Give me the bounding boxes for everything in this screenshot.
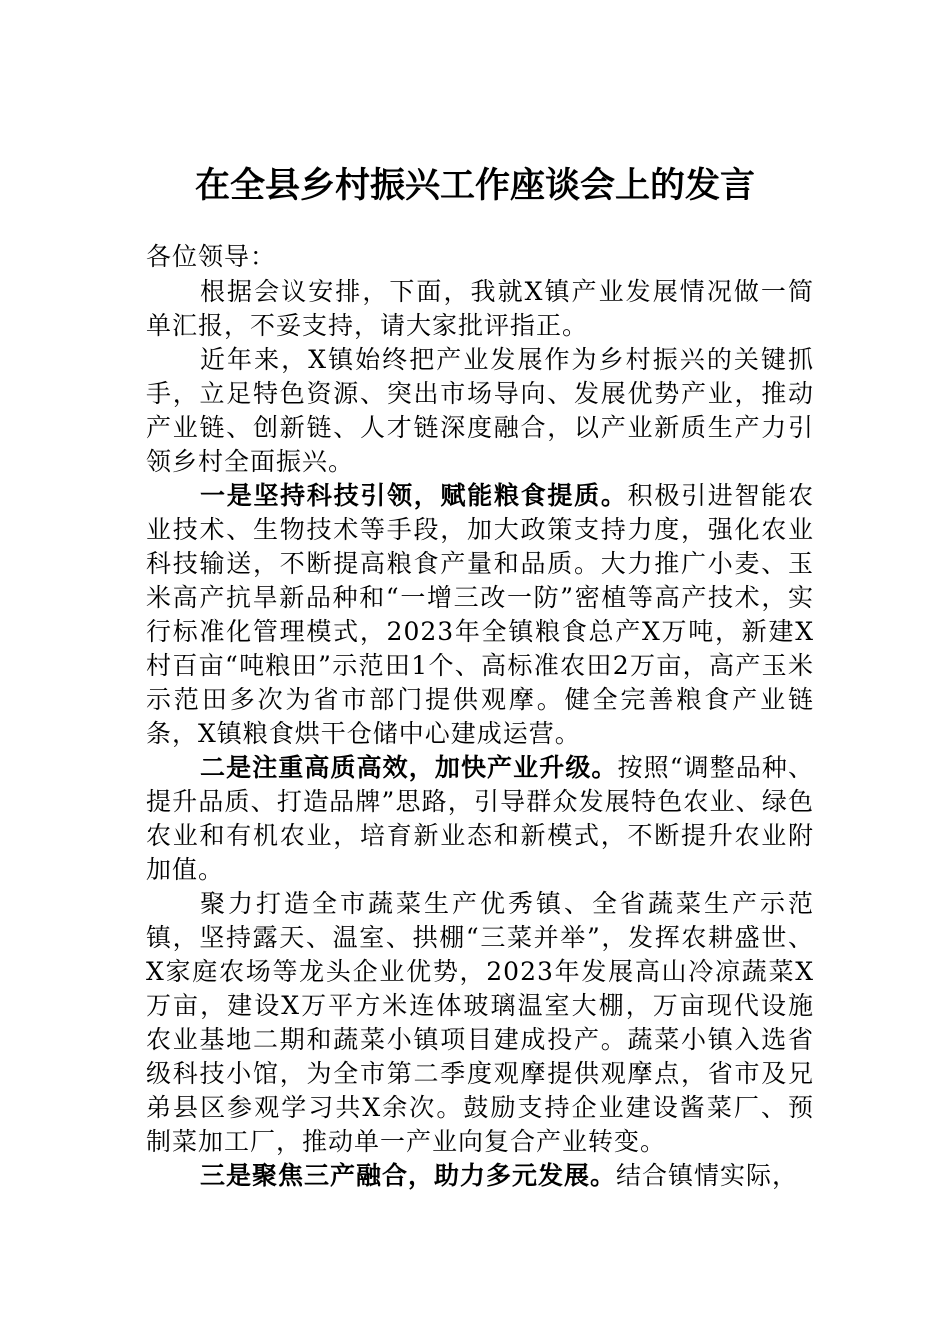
paragraph-6-text: 结合镇情实际， <box>616 1161 799 1190</box>
paragraph-3-text: 积极引进智能农业技术、生物技术等手段，加大政策支持力度，强化农业科技输送，不断提高粮食产量和品质。大力推广小麦、玉米高产抗旱新品种和“一增三改一防”密植等高产技术，实行标准化管理模式，2023年全镇粮食总产X万吨，新建X村百亩“吨粮田”示范田1个、高标准农田2万亩，高产玉米示范田多次为省市部门提供观摩。健全完善粮食产业链条，X镇粮食烘干仓储中心建成运营。 <box>146 481 814 748</box>
paragraph-1-text: 根据会议安排，下面，我就X镇产业发展情况做一简单汇报，不妥支持，请大家批评指正。 <box>146 277 814 340</box>
document-title: 在全县乡村振兴工作座谈会上的发言 <box>194 165 755 206</box>
paragraph-3-lead: 一是坚持科技引领，赋能粮食提质。 <box>200 481 628 510</box>
paragraph-4-text: 按照“调整品种、提升品质、打造品牌”思路，引导群众发展特色农业、绿色农业和有机农业，培育新业态和新模式，不断提升农业附加值。 <box>146 753 814 884</box>
paragraph-5 <box>146 887 814 1159</box>
paragraph-2-text: 近年来，X镇始终把产业发展作为乡村振兴的关键抓手，立足特色资源、突出市场导向、发展优势产业，推动产业链、创新链、人才链深度融合，以产业新质生产力引领乡村全面振兴。 <box>146 345 814 476</box>
paragraph-6 <box>146 1159 814 1193</box>
salutation: 各位领导： <box>146 242 277 271</box>
document-body <box>146 240 814 1193</box>
paragraph-1 <box>146 275 814 343</box>
paragraph-3 <box>146 479 814 751</box>
paragraph-4 <box>146 751 814 887</box>
paragraph-5-text: 聚力打造全市蔬菜生产优秀镇、全省蔬菜生产示范镇，坚持露天、温室、拱棚“三菜并举”，发挥农耕盛世、X家庭农场等龙头企业优势，2023年发展高山冷凉蔬菜X万亩，建设X万平方米连体玻璃温室大棚，万亩现代设施农业基地二期和蔬菜小镇项目建成投产。蔬菜小镇入选省级科技小馆，为全市第二季度观摩提供观摩点，省市及兄弟县区参观学习共X余次。鼓励支持企业建设酱菜厂、预制菜加工厂，推动单一产业向复合产业转变。 <box>146 889 814 1156</box>
paragraph-2 <box>146 343 814 479</box>
paragraph-6-lead: 三是聚焦三产融合，助力多元发展。 <box>200 1161 617 1190</box>
paragraph-4-lead: 二是注重高质高效，加快产业升级。 <box>200 753 618 782</box>
